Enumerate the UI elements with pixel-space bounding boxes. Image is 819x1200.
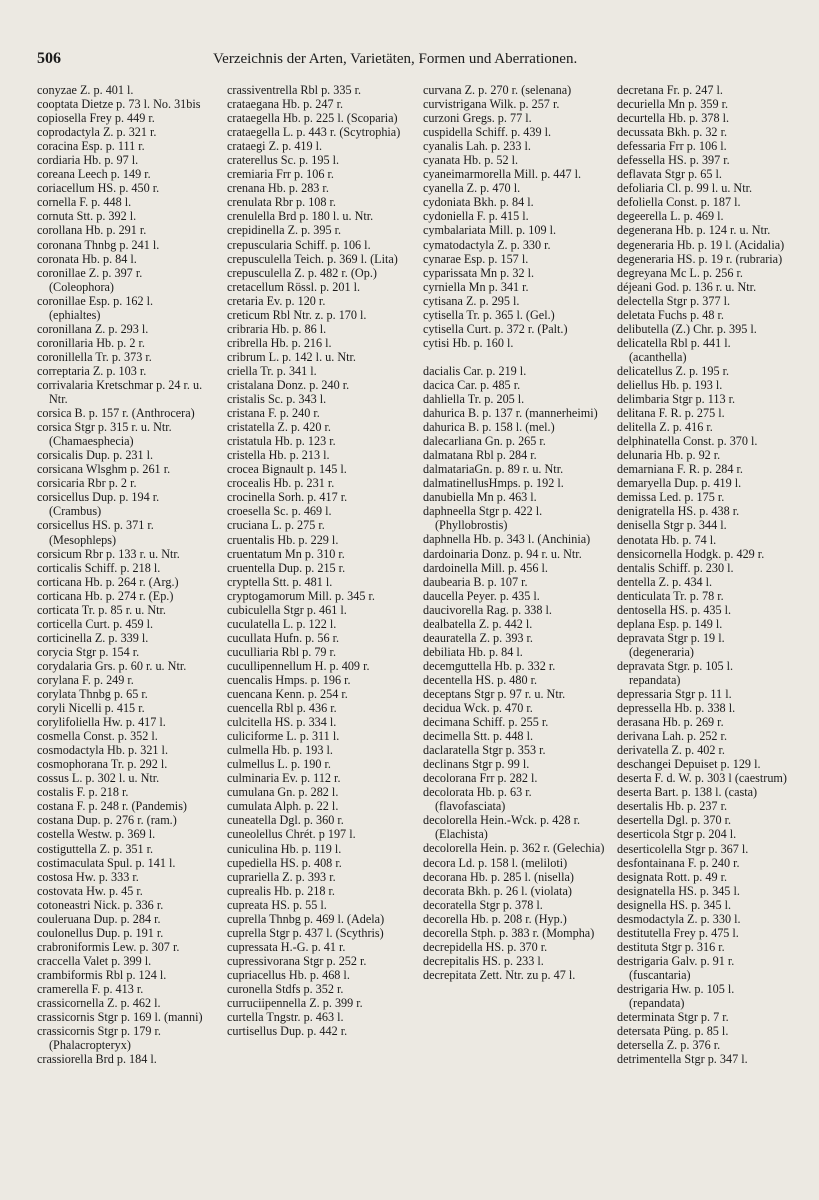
index-entry: demaryella Dup. p. 419 l. <box>617 476 742 491</box>
index-entry: designatella HS. p. 345 l. <box>617 883 740 898</box>
index-entry: degeerella L. p. 469 l. <box>617 209 724 224</box>
index-entry: cyanalis Lah. p. 233 l. <box>423 139 531 154</box>
index-entry: corticata Tr. p. 85 r. u. Ntr. <box>37 602 166 617</box>
index-entry: corticana Hb. p. 274 r. (Ep.) <box>37 588 174 603</box>
index-entry: cristatula Hb. p. 123 r. <box>227 434 336 449</box>
index-entry: corsicaria Rbr p. 2 r. <box>37 476 137 491</box>
index-entry: coronillae Z. p. 397 r. (Coleophora) <box>37 265 143 294</box>
index-entry: decurtella Hb. p. 378 l. <box>617 111 730 126</box>
index-entry: desmodactyla Z. p. 330 l. <box>617 911 741 926</box>
index-entry: corticinella Z. p. 339 l. <box>37 630 149 645</box>
index-entry: depressella Hb. p. 338 l. <box>617 701 736 716</box>
index-entry: derivatella Z. p. 402 r. <box>617 743 725 758</box>
index-entry: corsica Stgr p. 315 r. u. Ntr. (Chamaesphecia) <box>37 420 172 449</box>
index-entry: cribraria Hb. p. 86 l. <box>227 321 327 336</box>
index-entry: cramerella F. p. 413 r. <box>37 982 144 996</box>
index-entry: cotoneastri Nick. p. 336 r. <box>37 897 164 912</box>
index-entry: cretacellum Rössl. p. 201 l. <box>227 279 361 294</box>
index-entry: corsica B. p. 157 r. (Anthrocera) <box>37 406 195 421</box>
index-entry: costella Westw. p. 369 l. <box>37 827 156 842</box>
index-entry: cuculatella L. p. 122 l. <box>227 616 337 631</box>
index-entry: cuniculina Hb. p. 119 l. <box>227 841 342 856</box>
index-entry: delimbaria Stgr p. 113 r. <box>617 392 736 407</box>
index-entry: crassicornella Z. p. 462 l. <box>37 996 161 1011</box>
index-entry: cretaria Ev. p. 120 r. <box>227 293 326 308</box>
index-entry: corsicellus Dup. p. 194 r. (Crambus) <box>37 490 160 519</box>
index-entry: cumulana Gn. p. 282 l. <box>227 785 339 800</box>
index-column-2 <box>227 83 405 1038</box>
index-entry: cuprella Stgr p. 437 l. (Scythris) <box>227 925 384 940</box>
index-entry: decolorata Hb. p. 63 r. (flavofasciata) <box>423 785 532 814</box>
index-entry: crataegi Z. p. 419 l. <box>227 139 323 154</box>
index-entry: copiosella Frey p. 449 r. <box>37 111 155 126</box>
index-entry: coriacellum HS. p. 450 r. <box>37 181 160 196</box>
index-entry: cornella F. p. 448 l. <box>37 195 132 210</box>
index-entry: cucullipennellum H. p. 409 r. <box>227 658 370 673</box>
index-entry: crocealis Hb. p. 231 r. <box>227 476 335 491</box>
index-entry: culminaria Ev. p. 112 r. <box>227 771 341 786</box>
index-entry: dahliella Tr. p. 205 l. <box>423 391 525 406</box>
index-entry: culmellus L. p. 190 r. <box>227 757 331 772</box>
index-entry: daucella Peyer. p. 435 l. <box>423 588 540 603</box>
index-entry: dahurica B. p. 137 r. (mannerheimi) <box>423 406 598 421</box>
index-entry: decorella Hb. p. 208 r. (Hyp.) <box>423 911 567 926</box>
index-entry: degeneraria Hb. p. 19 l. (Acidalia) <box>617 237 785 252</box>
index-entry: cruentatum Mn p. 310 r. <box>227 546 345 561</box>
index-entry: déjeani God. p. 136 r. u. Ntr. <box>617 279 757 294</box>
index-entry: cumulata Alph. p. 22 l. <box>227 799 339 814</box>
index-entry: decrepidella HS. p. 370 r. <box>423 939 548 954</box>
index-entry: deletata Fuchs p. 48 r. <box>617 307 724 322</box>
index-entry: cupriacellus Hb. p. 468 l. <box>227 967 350 982</box>
index-entry: cucullata Hufn. p. 56 r. <box>227 630 340 645</box>
index-entry: deliellus Hb. p. 193 l. <box>617 377 723 392</box>
index-entry: dentalis Schiff. p. 230 l. <box>617 560 734 575</box>
index-entry: deserta F. d. W. p. 303 l (caestrum) <box>617 771 787 786</box>
index-entry: denigratella HS. p. 438 r. <box>617 504 740 519</box>
index-entry: crataegana Hb. p. 247 r. <box>227 97 344 112</box>
index-entry: craterellus Sc. p. 195 l. <box>227 153 340 168</box>
index-entry: decorata Bkh. p. 26 l. (violata) <box>423 883 572 898</box>
index-entry: cuencella Rbl p. 436 r. <box>227 701 337 716</box>
index-entry: curonella Stdfs p. 352 r. <box>227 982 344 996</box>
index-entry: crassicornis Stgr p. 169 l. (manni) <box>37 1010 203 1025</box>
index-entry: coulonellus Dup. p. 191 r. <box>37 925 164 940</box>
index-entry: criella Tr. p. 341 l. <box>227 363 317 378</box>
index-entry: costalis F. p. 218 r. <box>37 785 129 800</box>
index-entry: decemguttella Hb. p. 332 r. <box>423 658 556 673</box>
index-entry: correptaria Z. p. 103 r. <box>37 363 147 378</box>
index-entry: decolorana Frr p. 282 l. <box>423 771 538 786</box>
index-entry: detersella Z. p. 376 r. <box>617 1038 721 1053</box>
index-entry: corsicalis Dup. p. 231 l. <box>37 448 154 463</box>
index-entry: crepuscularia Schiff. p. 106 l. <box>227 237 371 252</box>
index-entry: delicatella Rbl p. 441 l. (acanthella) <box>617 335 731 364</box>
index-entry: cyanata Hb. p. 52 l. <box>423 153 519 168</box>
index-entry: decrepitata Zett. Ntr. zu p. 47 l. <box>423 967 576 982</box>
index-entry: coronillae Esp. p. 162 l. (ephialtes) <box>37 293 154 322</box>
index-entry: deserticolella Stgr p. 367 l. <box>617 841 749 856</box>
index-entry: curzoni Gregs. p. 77 l. <box>423 111 532 126</box>
index-entry: delicatellus Z. p. 195 r. <box>617 363 730 378</box>
index-entry: cupreata HS. p. 55 l. <box>227 897 327 912</box>
index-entry: decorella Stph. p. 383 r. (Mompha) <box>423 925 595 940</box>
index-entry: corydalaria Grs. p. 60 r. u. Ntr. <box>37 658 187 673</box>
index-entry: desertella Dgl. p. 370 r. <box>617 813 732 828</box>
index-entry: cryptella Stt. p. 481 l. <box>227 574 333 589</box>
index-entry: dardoinella Mill. p. 456 l. <box>423 560 548 575</box>
index-entry: cydoniata Bkh. p. 84 l. <box>423 195 534 210</box>
index-entry: denisella Stgr p. 344 l. <box>617 518 727 533</box>
index-entry: creticum Rbl Ntr. z. p. 170 l. <box>227 307 367 322</box>
index-entry: crassicornis Stgr p. 179 r. (Phalacropteryx) <box>37 1024 161 1053</box>
index-entry: delitella Z. p. 416 r. <box>617 420 713 435</box>
index-entry: crassiorella Brd p. 184 l. <box>37 1052 157 1067</box>
index-entry: debiliata Hb. p. 84 l. <box>423 644 523 659</box>
index-entry: crabroniformis Lew. p. 307 r. <box>37 939 180 954</box>
index-entry: corticella Curt. p. 459 l. <box>37 616 154 631</box>
index-entry: deflavata Stgr p. 65 l. <box>617 167 722 182</box>
index-entry: crenulella Brd p. 180 l. u. Ntr. <box>227 209 374 224</box>
index-entry: declinans Stgr p. 99 l. <box>423 757 530 772</box>
page-number: 506 <box>37 50 61 67</box>
index-entry: detrimentella Stgr p. 347 l. <box>617 1052 748 1067</box>
index-column-3 <box>423 83 605 982</box>
index-entry: decretana Fr. p. 247 l. <box>617 83 723 97</box>
index-entry: corylana F. p. 249 r. <box>37 672 134 687</box>
index-entry: deceptans Stgr p. 97 r. u. Ntr. <box>423 686 566 701</box>
index-entry: coryli Nicelli p. 415 r. <box>37 701 145 716</box>
index-entry: depressaria Stgr p. 11 l. <box>617 687 732 702</box>
index-entry: denotata Hb. p. 74 l. <box>617 532 717 547</box>
index-entry: decussata Bkh. p. 32 r. <box>617 125 728 140</box>
index-entry: dalecarliana Gn. p. 265 r. <box>423 434 546 449</box>
index-entry: cruentalis Hb. p. 229 l. <box>227 532 339 547</box>
index-entry: desertalis Hb. p. 237 r. <box>617 799 728 814</box>
index-entry: cupressivorana Stgr p. 252 r. <box>227 953 367 968</box>
index-entry: decimana Schiff. p. 255 r. <box>423 715 549 730</box>
index-entry: craccella Valet p. 399 l. <box>37 953 152 968</box>
index-entry: decrepitalis HS. p. 233 l. <box>423 953 544 968</box>
index-entry: decuriella Mn p. 359 r. <box>617 97 729 112</box>
index-entry: degeneraria HS. p. 19 r. (rubraria) <box>617 251 783 266</box>
index-entry: delibutella (Z.) Chr. p. 395 l. <box>617 321 757 336</box>
index-entry: cuencana Kenn. p. 254 r. <box>227 687 348 702</box>
index-entry: cristalis Sc. p. 343 l. <box>227 392 327 407</box>
index-entry: decorana Hb. p. 285 l. (nisella) <box>423 869 574 884</box>
index-entry: decimella Stt. p. 448 l. <box>423 729 534 744</box>
index-entry: croesella Sc. p. 469 l. <box>227 504 332 519</box>
index-entry: cytisella Tr. p. 365 l. (Gel.) <box>423 307 555 322</box>
index-entry: defessella HS. p. 397 r. <box>617 153 730 168</box>
index-entry: corsicellus HS. p. 371 r. (Mesophleps) <box>37 518 154 547</box>
index-entry: crambiformis Rbl p. 124 l. <box>37 967 167 982</box>
index-entry: cytisella Curt. p. 372 r. (Palt.) <box>423 321 568 336</box>
index-entry: depravata Stgr. p. 105 l. repandata) <box>617 658 734 687</box>
index-entry: decidua Wck. p. 470 r. <box>423 701 533 716</box>
index-entry: dealbatella Z. p. 442 l. <box>423 616 533 631</box>
index-entry: costiguttella Z. p. 351 r. <box>37 841 154 856</box>
index-entry: cuprariella Z. p. 393 r. <box>227 869 336 884</box>
index-entry: cremiaria Frr p. 106 r. <box>227 167 334 182</box>
index-entry: culiciforme L. p. 311 l. <box>227 729 340 744</box>
index-entry: cuneatella Dgl. p. 360 r. <box>227 813 344 828</box>
index-entry: daphnella Hb. p. 343 l. (Anchinia) <box>423 532 591 547</box>
index-entry: decentella HS. p. 480 r. <box>423 672 538 687</box>
index-entry: crepidinella Z. p. 395 r. <box>227 223 342 238</box>
index-entry: corsicana Wlsghm p. 261 r. <box>37 462 171 477</box>
index-entry: decolorella Hein.-Wck. p. 428 r. (Elachista) <box>423 813 581 842</box>
index-entry: coronillaria Hb. p. 2 r. <box>37 335 145 350</box>
index-entry: dacica Car. p. 485 r. <box>423 377 521 392</box>
index-entry: cristatella Z. p. 420 r. <box>227 420 331 435</box>
index-entry: dalmatariaGn. p. 89 r. u. Ntr. <box>423 462 564 477</box>
index-entry: couleruana Dup. p. 284 r. <box>37 911 161 926</box>
index-entry: coreana Leech p. 149 r. <box>37 167 151 182</box>
index-entry: degreyana Mc L. p. 256 r. <box>617 265 743 280</box>
index-entry: crataegella L. p. 443 r. (Scytrophia) <box>227 125 401 140</box>
index-entry: cornuta Stt. p. 392 l. <box>37 209 137 224</box>
index-entry: determinata Stgr p. 7 r. <box>617 1010 729 1025</box>
index-entry: costovata Hw. p. 45 r. <box>37 883 143 898</box>
index-entry: depravata Stgr p. 19 l. (degeneraria) <box>617 630 725 659</box>
index-entry: daclaratella Stgr p. 353 r. <box>423 743 546 758</box>
index-entry: cyaneimarmorella Mill. p. 447 l. <box>423 167 582 182</box>
index-entry: cordiaria Hb. p. 97 l. <box>37 153 139 168</box>
index-entry: cydoniella F. p. 415 l. <box>423 209 529 224</box>
index-entry: crepusculella Z. p. 482 r. (Op.) <box>227 265 377 280</box>
index-entry: dardoinaria Donz. p. 94 r. u. Ntr. <box>423 546 582 561</box>
index-entry: cyparissata Mn p. 32 l. <box>423 265 535 280</box>
index-entry: danubiella Mn p. 463 l. <box>423 490 537 505</box>
index-entry: daubearia B. p. 107 r. <box>423 574 528 589</box>
index-entry: crataegella Hb. p. 225 l. (Scoparia) <box>227 111 398 126</box>
index-entry: deschangei Depuiset p. 129 l. <box>617 757 761 772</box>
index-entry: derasana Hb. p. 269 r. <box>617 715 724 730</box>
index-entry: desfontainana F. p. 240 r. <box>617 855 740 870</box>
index-entry: coronana Thnbg p. 241 l. <box>37 237 160 252</box>
index-entry: cupressata H.-G. p. 41 r. <box>227 939 346 954</box>
index-entry: designella HS. p. 345 l. <box>617 897 732 912</box>
index-entry: cupediella HS. p. 408 r. <box>227 855 342 870</box>
index-entry: delitana F. R. p. 275 l. <box>617 406 725 421</box>
index-entry: crepusculella Teich. p. 369 l. (Lita) <box>227 251 398 266</box>
index-entry: designata Rott. p. 49 r. <box>617 869 728 884</box>
index-entry: decoratella Stgr p. 378 l. <box>423 897 543 912</box>
index-entry: crocinella Sorh. p. 417 r. <box>227 490 348 505</box>
index-entry: cuspidella Schiff. p. 439 l. <box>423 125 552 140</box>
index-entry: cribrum L. p. 142 l. u. Ntr. <box>227 349 356 364</box>
index-entry: cooptata Dietze p. 73 l. No. 31bis <box>37 97 201 112</box>
index-entry: dahurica B. p. 158 l. (mel.) <box>423 420 555 435</box>
index-entry: crocea Bignault p. 145 l. <box>227 462 347 477</box>
index-entry: corrivalaria Kretschmar p. 24 r. u. Ntr. <box>37 377 203 407</box>
index-entry: costosa Hw. p. 333 r. <box>37 869 139 884</box>
index-entry: delphinatella Const. p. 370 l. <box>617 434 758 449</box>
index-entry: detersata Püng. p. 85 l. <box>617 1024 729 1039</box>
index-entry: cuneolellus Chrét. p 197 l. <box>227 827 356 842</box>
index-entry: cuprealis Hb. p. 218 r. <box>227 883 335 898</box>
index-entry: coprodactyla Z. p. 321 r. <box>37 125 157 140</box>
index-entry: cruentella Dup. p. 215 r. <box>227 560 346 575</box>
index-entry: curvana Z. p. 270 r. (selenana) <box>423 83 572 97</box>
index-entry: decora Ld. p. 158 l. (meliloti) <box>423 855 568 870</box>
index-entry: crenulata Rbr p. 108 r. <box>227 195 336 210</box>
index-entry: cyanella Z. p. 470 l. <box>423 181 521 196</box>
index-entry: denticulata Tr. p. 78 r. <box>617 588 724 603</box>
index-entry: cryptogamorum Mill. p. 345 r. <box>227 588 375 603</box>
index-entry: deauratella Z. p. 393 r. <box>423 630 533 645</box>
index-entry: culmella Hb. p. 193 l. <box>227 743 333 758</box>
index-entry: cristana F. p. 240 r. <box>227 406 320 421</box>
index-entry: corollana Hb. p. 291 r. <box>37 223 147 238</box>
running-title: Verzeichnis der Arten, Varietäten, Formen und Aberrationen. <box>213 51 578 67</box>
index-entry: cymbalariata Mill. p. 109 l. <box>423 223 557 238</box>
index-entry: coronata Hb. p. 84 l. <box>37 251 137 266</box>
index-entry: degenerana Hb. p. 124 r. u. Ntr. <box>617 223 771 238</box>
index-entry: cynarae Esp. p. 157 l. <box>423 251 529 266</box>
index-entry: cristella Hb. p. 213 l. <box>227 448 330 463</box>
index-entry: dacialis Car. p. 219 l. <box>423 363 527 378</box>
index-entry: dalmatana Rbl p. 284 r. <box>423 448 537 463</box>
index-entry: delectella Stgr p. 377 l. <box>617 293 731 308</box>
index-columns <box>37 83 787 1183</box>
index-entry: demarniana F. R. p. 284 r. <box>617 462 743 477</box>
index-entry: cribrella Hb. p. 216 l. <box>227 335 332 350</box>
index-entry: corylifoliella Hw. p. 417 l. <box>37 715 166 730</box>
index-entry: coracina Esp. p. 111 r. <box>37 139 145 154</box>
index-entry: curtella Tngstr. p. 463 l. <box>227 1010 344 1025</box>
index-entry: cuprella Thnbg p. 469 l. (Adela) <box>227 911 385 926</box>
index-entry: culcitella HS. p. 334 l. <box>227 715 337 730</box>
index-entry: daucivorella Rag. p. 338 l. <box>423 602 552 617</box>
index-entry: destrigaria Galv. p. 91 r. (fuscantaria) <box>617 953 735 982</box>
index-entry: cosmella Const. p. 352 l. <box>37 729 158 744</box>
index-entry: costimaculata Spul. p. 141 l. <box>37 855 176 870</box>
index-entry: dalmatinellusHmps. p. 192 l. <box>423 476 564 491</box>
index-entry: derivana Lah. p. 252 r. <box>617 729 727 744</box>
index-entry: cossus L. p. 302 l. u. Ntr. <box>37 771 160 786</box>
index-entry: dentosella HS. p. 435 l. <box>617 602 732 617</box>
index-entry: defoliella Const. p. 187 l. <box>617 195 741 210</box>
index-entry: dentella Z. p. 434 l. <box>617 574 713 589</box>
index-column-4 <box>617 83 787 1066</box>
index-entry: deplana Esp. p. 149 l. <box>617 616 723 631</box>
index-entry: cosmodactyla Hb. p. 321 l. <box>37 743 168 758</box>
index-entry: cymatodactyla Z. p. 330 r. <box>423 237 551 252</box>
index-entry: corticana Hb. p. 264 r. (Arg.) <box>37 574 179 589</box>
index-entry: deserticola Stgr p. 204 l. <box>617 827 737 842</box>
index-entry: cruciana L. p. 275 r. <box>227 518 325 533</box>
index-entry: corycia Stgr p. 154 r. <box>37 644 140 659</box>
index-entry: densicornella Hodgk. p. 429 r. <box>617 546 765 561</box>
index-entry: cubiculella Stgr p. 461 l. <box>227 602 347 617</box>
index-entry: crenana Hb. p. 283 r. <box>227 181 329 196</box>
index-entry: cyrniella Mn p. 341 r. <box>423 279 529 294</box>
index-entry: deserta Bart. p. 138 l. (casta) <box>617 785 758 800</box>
index-entry: coronillella Tr. p. 373 r. <box>37 349 152 364</box>
index-entry: cuencalis Hmps. p. 196 r. <box>227 672 351 687</box>
index-entry: conyzae Z. p. 401 l. <box>37 83 134 97</box>
index-entry: curruciipennella Z. p. 399 r. <box>227 996 363 1011</box>
index-entry: corsicum Rbr p. 133 r. u. Ntr. <box>37 546 180 561</box>
index-entry: cytisana Z. p. 295 l. <box>423 293 520 308</box>
index-entry: defessaria Frr p. 106 l. <box>617 139 727 154</box>
index-entry: daphneella Stgr p. 422 l. (Phyllobrostis) <box>423 504 543 533</box>
index-entry: destrigaria Hw. p. 105 l. (repandata) <box>617 982 735 1011</box>
index-entry: demissa Led. p. 175 r. <box>617 490 725 505</box>
index-entry: curvistrigana Wilk. p. 257 r. <box>423 97 560 112</box>
index-entry: decolorella Hein. p. 362 r. (Gelechia) <box>423 841 605 856</box>
index-entry: cytisi Hb. p. 160 l. <box>423 335 514 350</box>
index-column-1 <box>37 83 205 1066</box>
index-entry: corticalis Schiff. p. 218 l. <box>37 560 161 575</box>
index-entry: cosmophorana Tr. p. 292 l. <box>37 757 168 772</box>
index-entry: destituta Stgr p. 316 r. <box>617 939 725 954</box>
index-entry: crassiventrella Rbl p. 335 r. <box>227 83 362 97</box>
index-entry: destitutella Frey p. 475 l. <box>617 925 739 940</box>
index-entry: costana F. p. 248 r. (Pandemis) <box>37 799 187 814</box>
index-entry: costana Dup. p. 276 r. (ram.) <box>37 813 177 828</box>
index-entry: coronillana Z. p. 293 l. <box>37 321 149 336</box>
index-entry: cuculliaria Rbl p. 79 r. <box>227 644 336 659</box>
index-entry: corylata Thnbg p. 65 r. <box>37 687 148 702</box>
index-entry: cristalana Donz. p. 240 r. <box>227 377 350 392</box>
page-header <box>37 50 777 72</box>
index-entry: curtisellus Dup. p. 442 r. <box>227 1024 348 1039</box>
index-entry: delunaria Hb. p. 92 r. <box>617 448 721 463</box>
index-entry: defoliaria Cl. p. 99 l. u. Ntr. <box>617 181 753 196</box>
